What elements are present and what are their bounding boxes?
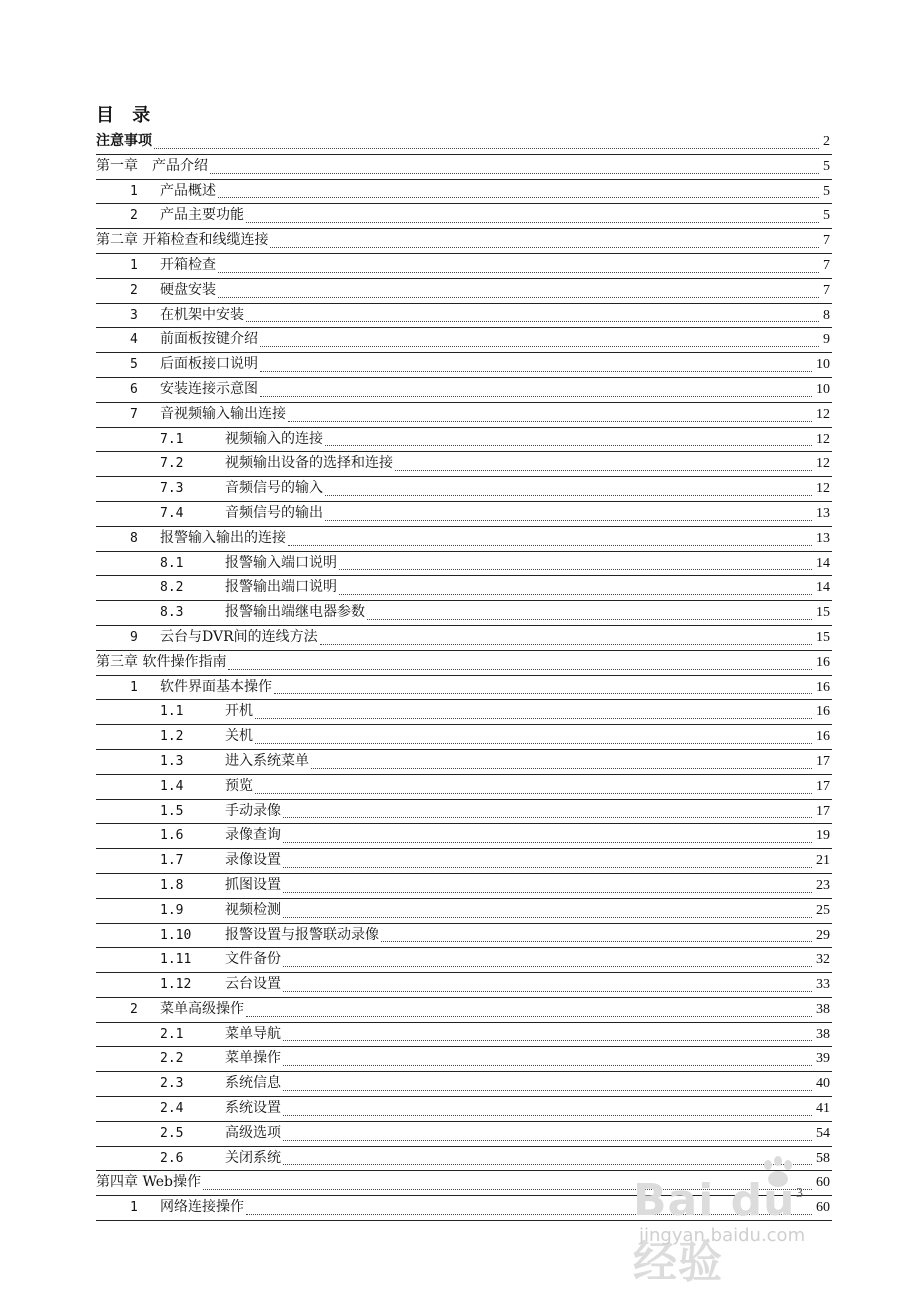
toc-entry-number: 1 [130, 679, 138, 695]
toc-entry-number: 8.2 [160, 580, 184, 596]
toc-entry-number: 1 [130, 1200, 138, 1216]
toc-entry[interactable] [96, 1047, 832, 1072]
toc-entry[interactable] [96, 849, 832, 874]
toc-entry-page: 40 [814, 1072, 830, 1096]
toc-entry-label: 菜单高级操作 [160, 1000, 244, 1017]
toc-entry-page: 7 [821, 279, 830, 303]
toc-entry-label: 云台设置 [225, 976, 281, 993]
toc-entry[interactable] [96, 874, 832, 899]
watermark-url: jingyan.baidu.com [639, 1225, 806, 1246]
toc-entry-number: 1.11 [160, 952, 192, 968]
toc-entry-page: 12 [814, 428, 830, 452]
toc-dot-leader [154, 148, 819, 149]
toc-entry[interactable] [96, 378, 832, 403]
toc-entry-number: 1 [130, 183, 138, 199]
toc-entry-label: 报警设置与报警联动录像 [225, 926, 379, 943]
toc-dot-leader [218, 297, 819, 298]
toc-entry-number: 8.1 [160, 555, 184, 571]
toc-entry-label: 视频输入的连接 [225, 430, 323, 447]
toc-entry-number: 2.1 [160, 1026, 184, 1042]
toc-dot-leader [218, 272, 819, 273]
toc-entry-label: 注意事项 [96, 133, 152, 149]
toc-entry[interactable] [96, 651, 832, 676]
toc-entry[interactable] [96, 750, 832, 775]
toc-entry-number: 1.4 [160, 778, 184, 794]
toc-entry[interactable] [96, 552, 832, 577]
toc-entry-number: 1.2 [160, 729, 184, 745]
toc-entry[interactable] [96, 725, 832, 750]
toc-dot-leader [283, 1040, 812, 1041]
toc-entry-page: 16 [814, 651, 830, 675]
toc-entry[interactable] [96, 155, 832, 180]
toc-entry-number: 1.5 [160, 803, 184, 819]
toc-entry[interactable] [96, 130, 832, 155]
toc-dot-leader [325, 520, 812, 521]
toc-entry-label: 系统设置 [225, 1100, 281, 1117]
toc-entry[interactable] [96, 428, 832, 453]
toc-dot-leader [288, 421, 812, 422]
toc-entry-number: 8 [130, 530, 138, 546]
toc-entry[interactable] [96, 403, 832, 428]
toc-entry-label: 第二章 开箱检查和线缆连接 [96, 232, 269, 249]
toc-dot-leader [210, 173, 819, 174]
toc-entry-page: 12 [814, 452, 830, 476]
toc-dot-leader [325, 445, 812, 446]
toc-dot-leader [339, 569, 812, 570]
toc-entry-page: 16 [814, 725, 830, 749]
toc-entry-page: 16 [814, 676, 830, 700]
toc-entry-label: 第三章 软件操作指南 [96, 653, 227, 670]
toc-dot-leader [288, 545, 812, 546]
toc-entry-page: 10 [814, 353, 830, 377]
toc-dot-leader [228, 669, 812, 670]
toc-entry-page: 12 [814, 403, 830, 427]
toc-entry-label: 产品概述 [160, 182, 216, 199]
toc-entry[interactable] [96, 700, 832, 725]
toc-entry-page: 60 [814, 1196, 830, 1220]
toc-entry-label: 报警输出端口说明 [225, 579, 337, 596]
toc-entry-number: 5 [130, 357, 138, 373]
toc-dot-leader [270, 247, 819, 248]
toc-entry[interactable] [96, 601, 832, 626]
toc-entry-number: 2.2 [160, 1051, 184, 1067]
toc-entry[interactable] [96, 1122, 832, 1147]
toc-entry-label: 产品主要功能 [160, 207, 244, 224]
toc-entry-page: 5 [821, 155, 830, 179]
toc-entry-page: 7 [821, 254, 830, 278]
toc-entry-page: 17 [814, 775, 830, 799]
toc-entry-page: 60 [814, 1171, 830, 1195]
toc-dot-leader [255, 718, 812, 719]
toc-entry-label: 后面板接口说明 [160, 356, 258, 373]
toc-entry-number: 3 [130, 307, 138, 323]
toc-entry-label: 云台与DVR间的连线方法 [160, 628, 318, 645]
toc-entry-label: 开机 [225, 703, 253, 720]
toc-entry[interactable] [96, 626, 832, 651]
toc-entry-page: 25 [814, 899, 830, 923]
toc-entry-page: 14 [814, 576, 830, 600]
toc-entry[interactable] [96, 180, 832, 205]
toc-entry[interactable] [96, 204, 832, 229]
toc-dot-leader [283, 842, 812, 843]
toc-entry-number: 1.7 [160, 853, 184, 869]
toc-entry-label: 网络连接操作 [160, 1199, 244, 1216]
toc-entry-label: 手动录像 [225, 802, 281, 819]
toc-entry-label: 音频信号的输入 [225, 480, 323, 497]
toc-entry-label: 安装连接示意图 [160, 380, 258, 397]
toc-entry-number: 9 [130, 629, 138, 645]
toc-entry-number: 2 [130, 282, 138, 298]
toc-dot-leader [283, 892, 812, 893]
toc-dot-leader [260, 346, 819, 347]
toc-entry[interactable] [96, 800, 832, 825]
toc-entry-label: 抓图设置 [225, 876, 281, 893]
toc-entry-page: 39 [814, 1047, 830, 1071]
toc-entry-label: 关机 [225, 728, 253, 745]
toc-entry[interactable] [96, 229, 832, 254]
toc-dot-leader [283, 917, 812, 918]
page-number: 3 [796, 1186, 803, 1201]
toc-dot-leader [255, 793, 812, 794]
toc-entry[interactable] [96, 775, 832, 800]
toc-entry-number: 1.12 [160, 977, 192, 993]
toc-dot-leader [274, 693, 812, 694]
toc-entry[interactable] [96, 502, 832, 527]
toc-entry[interactable] [96, 676, 832, 701]
toc-entry[interactable] [96, 924, 832, 949]
toc-entry-label: 报警输入输出的连接 [160, 529, 286, 546]
toc-entry-page: 19 [814, 824, 830, 848]
toc-entry-label: 菜单操作 [225, 1050, 281, 1067]
toc-dot-leader [218, 197, 819, 198]
toc-dot-leader [283, 1065, 812, 1066]
toc-entry-label: 前面板按键介绍 [160, 331, 258, 348]
watermark-main-text: Bai du 经验 [633, 1175, 796, 1288]
toc-entry-label: 音频信号的输出 [225, 504, 323, 521]
toc-entry-number: 1.3 [160, 753, 184, 769]
toc-entry-page: 33 [814, 973, 830, 997]
toc-entry-page: 32 [814, 948, 830, 972]
toc-entry-number: 1.6 [160, 828, 184, 844]
toc-dot-leader [255, 743, 812, 744]
toc-dot-leader [325, 495, 812, 496]
toc-entry-page: 16 [814, 700, 830, 724]
toc-entry[interactable] [96, 973, 832, 998]
toc-entry[interactable] [96, 1072, 832, 1097]
toc-entry[interactable] [96, 576, 832, 601]
toc-entry[interactable] [96, 1023, 832, 1048]
toc-entry-number: 7.4 [160, 505, 184, 521]
toc-entry-page: 23 [814, 874, 830, 898]
toc-entry-label: 系统信息 [225, 1075, 281, 1092]
toc-entry-page: 14 [814, 552, 830, 576]
toc-entry-number: 2.6 [160, 1150, 184, 1166]
toc-entry-number: 7.2 [160, 456, 184, 472]
toc-entry[interactable] [96, 279, 832, 304]
toc-entry-page: 54 [814, 1122, 830, 1146]
toc-entry-page: 17 [814, 800, 830, 824]
toc-entry-label: 报警输入端口说明 [225, 554, 337, 571]
toc-dot-leader [246, 222, 819, 223]
toc-entry[interactable] [96, 1097, 832, 1122]
toc-entry-number: 1.10 [160, 927, 192, 943]
toc-entry-page: 38 [814, 998, 830, 1022]
toc-entry-label: 关闭系统 [225, 1149, 281, 1166]
toc-entry[interactable] [96, 899, 832, 924]
toc-entry-number: 2.3 [160, 1076, 184, 1092]
toc-entry-label: 录像设置 [225, 852, 281, 869]
toc-dot-leader [283, 991, 812, 992]
toc-entry-label: 硬盘安装 [160, 281, 216, 298]
toc-entry-number: 1.8 [160, 877, 184, 893]
toc-entry[interactable] [96, 998, 832, 1023]
toc-entry-number: 6 [130, 381, 138, 397]
toc-entry-label: 软件界面基本操作 [160, 678, 272, 695]
toc-entry-page: 13 [814, 527, 830, 551]
toc-entry[interactable] [96, 452, 832, 477]
toc-entry-label: 第四章 Web操作 [96, 1174, 201, 1191]
toc-entry[interactable] [96, 304, 832, 329]
toc-entry-label: 音视频输入输出连接 [160, 405, 286, 422]
toc-entry-page: 15 [814, 626, 830, 650]
table-of-contents [96, 130, 832, 1221]
toc-entry-page: 7 [821, 229, 830, 253]
toc-entry-label: 预览 [225, 777, 253, 794]
toc-entry[interactable] [96, 948, 832, 973]
toc-dot-leader [311, 768, 812, 769]
toc-entry-label: 在机架中安装 [160, 306, 244, 323]
toc-dot-leader [246, 1016, 812, 1017]
toc-entry-label: 视频检测 [225, 901, 281, 918]
toc-entry-label: 进入系统菜单 [225, 752, 309, 769]
baidu-watermark [633, 1155, 853, 1288]
toc-entry-label: 视频输出设备的选择和连接 [225, 455, 393, 472]
toc-entry-number: 2.5 [160, 1125, 184, 1141]
toc-entry-number: 4 [130, 332, 138, 348]
toc-entry-page: 9 [821, 328, 830, 352]
toc-entry[interactable] [96, 353, 832, 378]
toc-dot-leader [283, 1140, 812, 1141]
toc-entry-page: 38 [814, 1023, 830, 1047]
toc-entry-page: 29 [814, 924, 830, 948]
toc-entry-label: 第一章 产品介绍 [96, 157, 208, 174]
toc-dot-leader [246, 321, 819, 322]
toc-entry-number: 1 [130, 257, 138, 273]
toc-dot-leader [283, 867, 812, 868]
toc-dot-leader [260, 396, 812, 397]
toc-entry[interactable] [96, 477, 832, 502]
toc-entry-page: 8 [821, 304, 830, 328]
toc-entry-number: 8.3 [160, 605, 184, 621]
toc-entry[interactable] [96, 328, 832, 353]
toc-entry-label: 文件备份 [225, 951, 281, 968]
toc-entry-label: 菜单导航 [225, 1025, 281, 1042]
toc-dot-leader [283, 1115, 812, 1116]
toc-entry-number: 7 [130, 406, 138, 422]
toc-dot-leader [395, 470, 812, 471]
toc-entry-label: 录像查询 [225, 827, 281, 844]
toc-entry-page: 2 [821, 130, 830, 154]
toc-entry-number: 7.3 [160, 481, 184, 497]
toc-entry-label: 开箱检查 [160, 256, 216, 273]
toc-entry[interactable] [96, 527, 832, 552]
toc-entry-page: 10 [814, 378, 830, 402]
toc-entry-number: 2 [130, 1001, 138, 1017]
toc-entry-number: 2.4 [160, 1101, 184, 1117]
toc-entry-number: 1.9 [160, 902, 184, 918]
toc-dot-leader [283, 817, 812, 818]
toc-entry-page: 5 [821, 180, 830, 204]
toc-entry-number: 7.1 [160, 431, 184, 447]
toc-entry-number: 1.1 [160, 704, 184, 720]
toc-entry[interactable] [96, 824, 832, 849]
toc-entry-page: 12 [814, 477, 830, 501]
toc-dot-leader [320, 644, 812, 645]
toc-dot-leader [339, 594, 812, 595]
page-title: 目 录 [96, 105, 157, 126]
toc-entry-page: 15 [814, 601, 830, 625]
toc-entry-page: 21 [814, 849, 830, 873]
toc-entry[interactable] [96, 254, 832, 279]
toc-entry-page: 5 [821, 204, 830, 228]
toc-entry-page: 17 [814, 750, 830, 774]
toc-dot-leader [381, 941, 812, 942]
toc-dot-leader [367, 619, 812, 620]
toc-dot-leader [283, 1090, 812, 1091]
toc-entry-page: 41 [814, 1097, 830, 1121]
toc-dot-leader [260, 371, 812, 372]
toc-entry-label: 报警输出端继电器参数 [225, 604, 365, 621]
toc-entry-page: 58 [814, 1147, 830, 1171]
toc-entry-number: 2 [130, 208, 138, 224]
toc-entry-page: 13 [814, 502, 830, 526]
toc-dot-leader [283, 966, 812, 967]
toc-entry-label: 高级选项 [225, 1124, 281, 1141]
